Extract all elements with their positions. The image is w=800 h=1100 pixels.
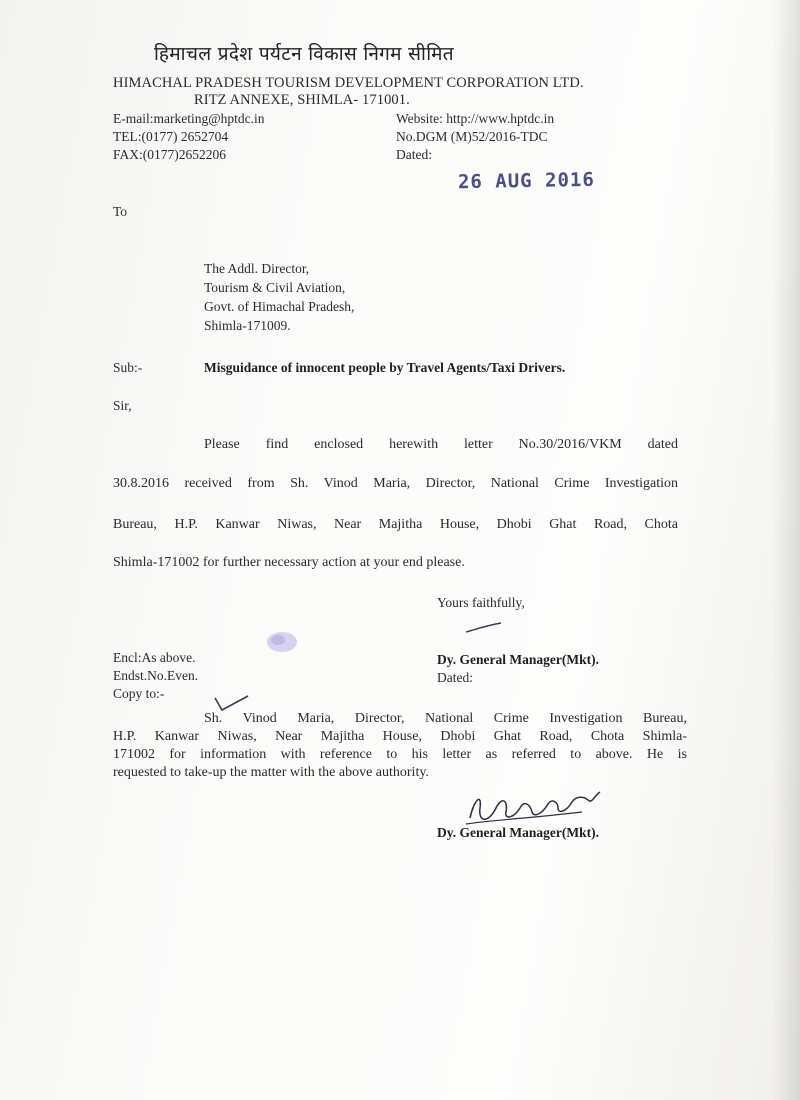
- date-stamp: 26 AUG 2016: [457, 168, 596, 194]
- endorsement-number: Endst.No.Even.: [113, 668, 199, 683]
- to-label: To: [113, 204, 128, 219]
- recipient-line: Shimla-171009.: [204, 318, 291, 333]
- signature-mark: [464, 620, 504, 636]
- org-name-hindi: हिमाचल प्रदेश पर्यटन विकास निगम सीमित: [154, 43, 454, 65]
- body-line: Bureau, H.P. Kanwar Niwas, Near Majitha House, Dhobi Ghat Road, Chota: [113, 517, 678, 532]
- copy-line: Sh. Vinod Maria, Director, National Crime Investigation Bureau,: [204, 711, 687, 726]
- subject-text: Misguidance of innocent people by Travel Agents/Taxi Drivers.: [204, 360, 566, 375]
- yours-faithfully: Yours faithfully,: [437, 595, 525, 610]
- recipient-line: Govt. of Himachal Pradesh,: [204, 299, 355, 314]
- body-line: Shimla-171002 for further necessary action at your end please.: [113, 555, 465, 570]
- org-email: E-mail:marketing@hptdc.in: [113, 111, 265, 126]
- org-address: RITZ ANNEXE, SHIMLA- 171001.: [194, 92, 410, 108]
- signatory-dated: Dated:: [437, 670, 473, 685]
- copy-line: H.P. Kanwar Niwas, Near Majitha House, Dhobi Ghat Road, Chota Shimla-: [113, 729, 687, 744]
- body-line: 30.8.2016 received from Sh. Vinod Maria, Director, National Crime Investigation: [113, 476, 678, 491]
- reference-number: No.DGM (M)52/2016-TDC: [396, 129, 548, 144]
- recipient-line: The Addl. Director,: [204, 261, 310, 276]
- paper-edge-shadow: [772, 0, 800, 1100]
- recipient-line: Tourism & Civil Aviation,: [204, 280, 346, 295]
- copy-line: 171002 for information with reference to his letter as referred to above. He is: [113, 747, 687, 762]
- ink-smudge: [262, 628, 302, 656]
- copy-to-label: Copy to:-: [113, 686, 165, 701]
- salutation: Sir,: [113, 398, 132, 413]
- org-website: Website: http://www.hptdc.in: [396, 111, 555, 126]
- copy-line: requested to take-up the matter with the above authority.: [113, 765, 429, 780]
- dated-label: Dated:: [396, 147, 432, 162]
- org-fax: FAX:(0177)2652206: [113, 147, 226, 162]
- org-name-english: HIMACHAL PRADESH TOURISM DEVELOPMENT CORPORATION LTD.: [113, 75, 584, 91]
- body-line: Please find enclosed herewith letter No.30/2016/VKM dated: [204, 437, 678, 452]
- signatory-designation: Dy. General Manager(Mkt).: [437, 652, 599, 667]
- subject-label: Sub:-: [113, 360, 143, 375]
- copy-signatory-designation: Dy. General Manager(Mkt).: [437, 825, 599, 840]
- org-tel: TEL:(0177) 2652704: [113, 129, 229, 144]
- enclosure-label: Encl:As above.: [113, 650, 196, 665]
